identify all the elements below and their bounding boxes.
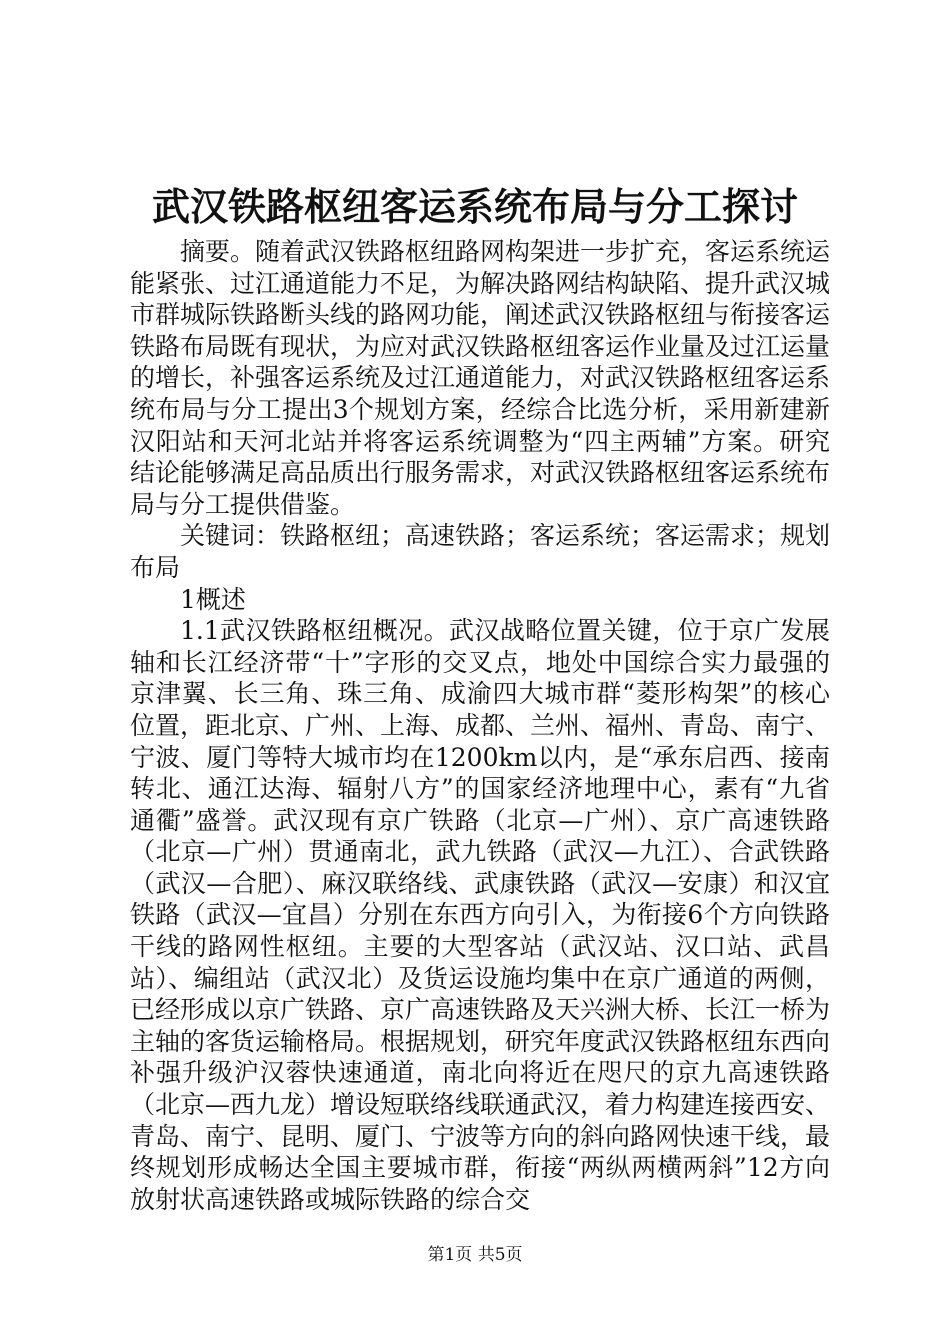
section-heading: 1概述	[180, 584, 246, 614]
page-footer: 第1页 共5页	[427, 1245, 523, 1265]
document-title: 武汉铁路枢纽客运系统布局与分工探讨	[151, 184, 798, 229]
document-body	[130, 236, 830, 1215]
body-paragraph: 1.1武汉铁路枢纽概况。武汉战略位置关键，位于京广发展轴和长江经济带“十”字形的交叉点，地处中国综合实力最强的京津翼、长三角、珠三角、成渝四大城市群“菱形构架”的核心位置，距北京、广州、上海、成都、兰州、福州、青岛、南宁、宁波、厦门等特大城市均在1200km以内，是“承东启西、接南转北、通江达海、辐射八方”的国家经济地理中心，素有“九省通衢”盛誉。武汉现有京广铁路（北京—广州）、京广高速铁路（北京—广州）贯通南北，武九铁路（武汉—九江）、合武铁路（武汉—合肥）、麻汉联络线、武康铁路（武汉—安康）和汉宜铁路（武汉—宜昌）分别在东西方向引入，为衔接6个方向铁路干线的路网性枢纽。主要的大型客站（武汉站、汉口站、武昌站）、编组站（武汉北）及货运设施均集中在京广通道的两侧，已经形成以京广铁路、京广高速铁路及天兴洲大桥、长江一桥为主轴的客货运输格局。根据规划，研究年度武汉铁路枢纽东西向补强升级沪汉蓉快速通道，南北向将近在咫尺的京九高速铁路（北京—西九龙）增设短联络线联通武汉，着力构建连接西安、青岛、南宁、昆明、厦门、宁波等方向的斜向路网快速干线，最终规划形成畅达全国主要城市群，衔接“两纵两横两斜”12方向放射状高速铁路或城际铁路的综合交	[130, 616, 831, 1214]
keywords-paragraph: 关键词：铁路枢纽；高速铁路；客运系统；客运需求；规划布局	[130, 521, 831, 582]
abstract-paragraph: 摘要。随着武汉铁路枢纽路网构架进一步扩充，客运系统运能紧张、过江通道能力不足，为解决路网结构缺陷、提升武汉城市群城际铁路断头线的路网功能，阐述武汉铁路枢纽与衔接客运铁路布局既有现状，为应对武汉铁路枢纽客运作业量及过江运量的增长，补强客运系统及过江通道能力，对武汉铁路枢纽客运系统布局与分工提出3个规划方案，经综合比选分析，采用新建新汉阳站和天河北站并将客运系统调整为“四主两辅”方案。研究结论能够满足高品质出行服务需求，对武汉铁路枢纽客运系统布局与分工提供借鉴。	[130, 237, 831, 519]
